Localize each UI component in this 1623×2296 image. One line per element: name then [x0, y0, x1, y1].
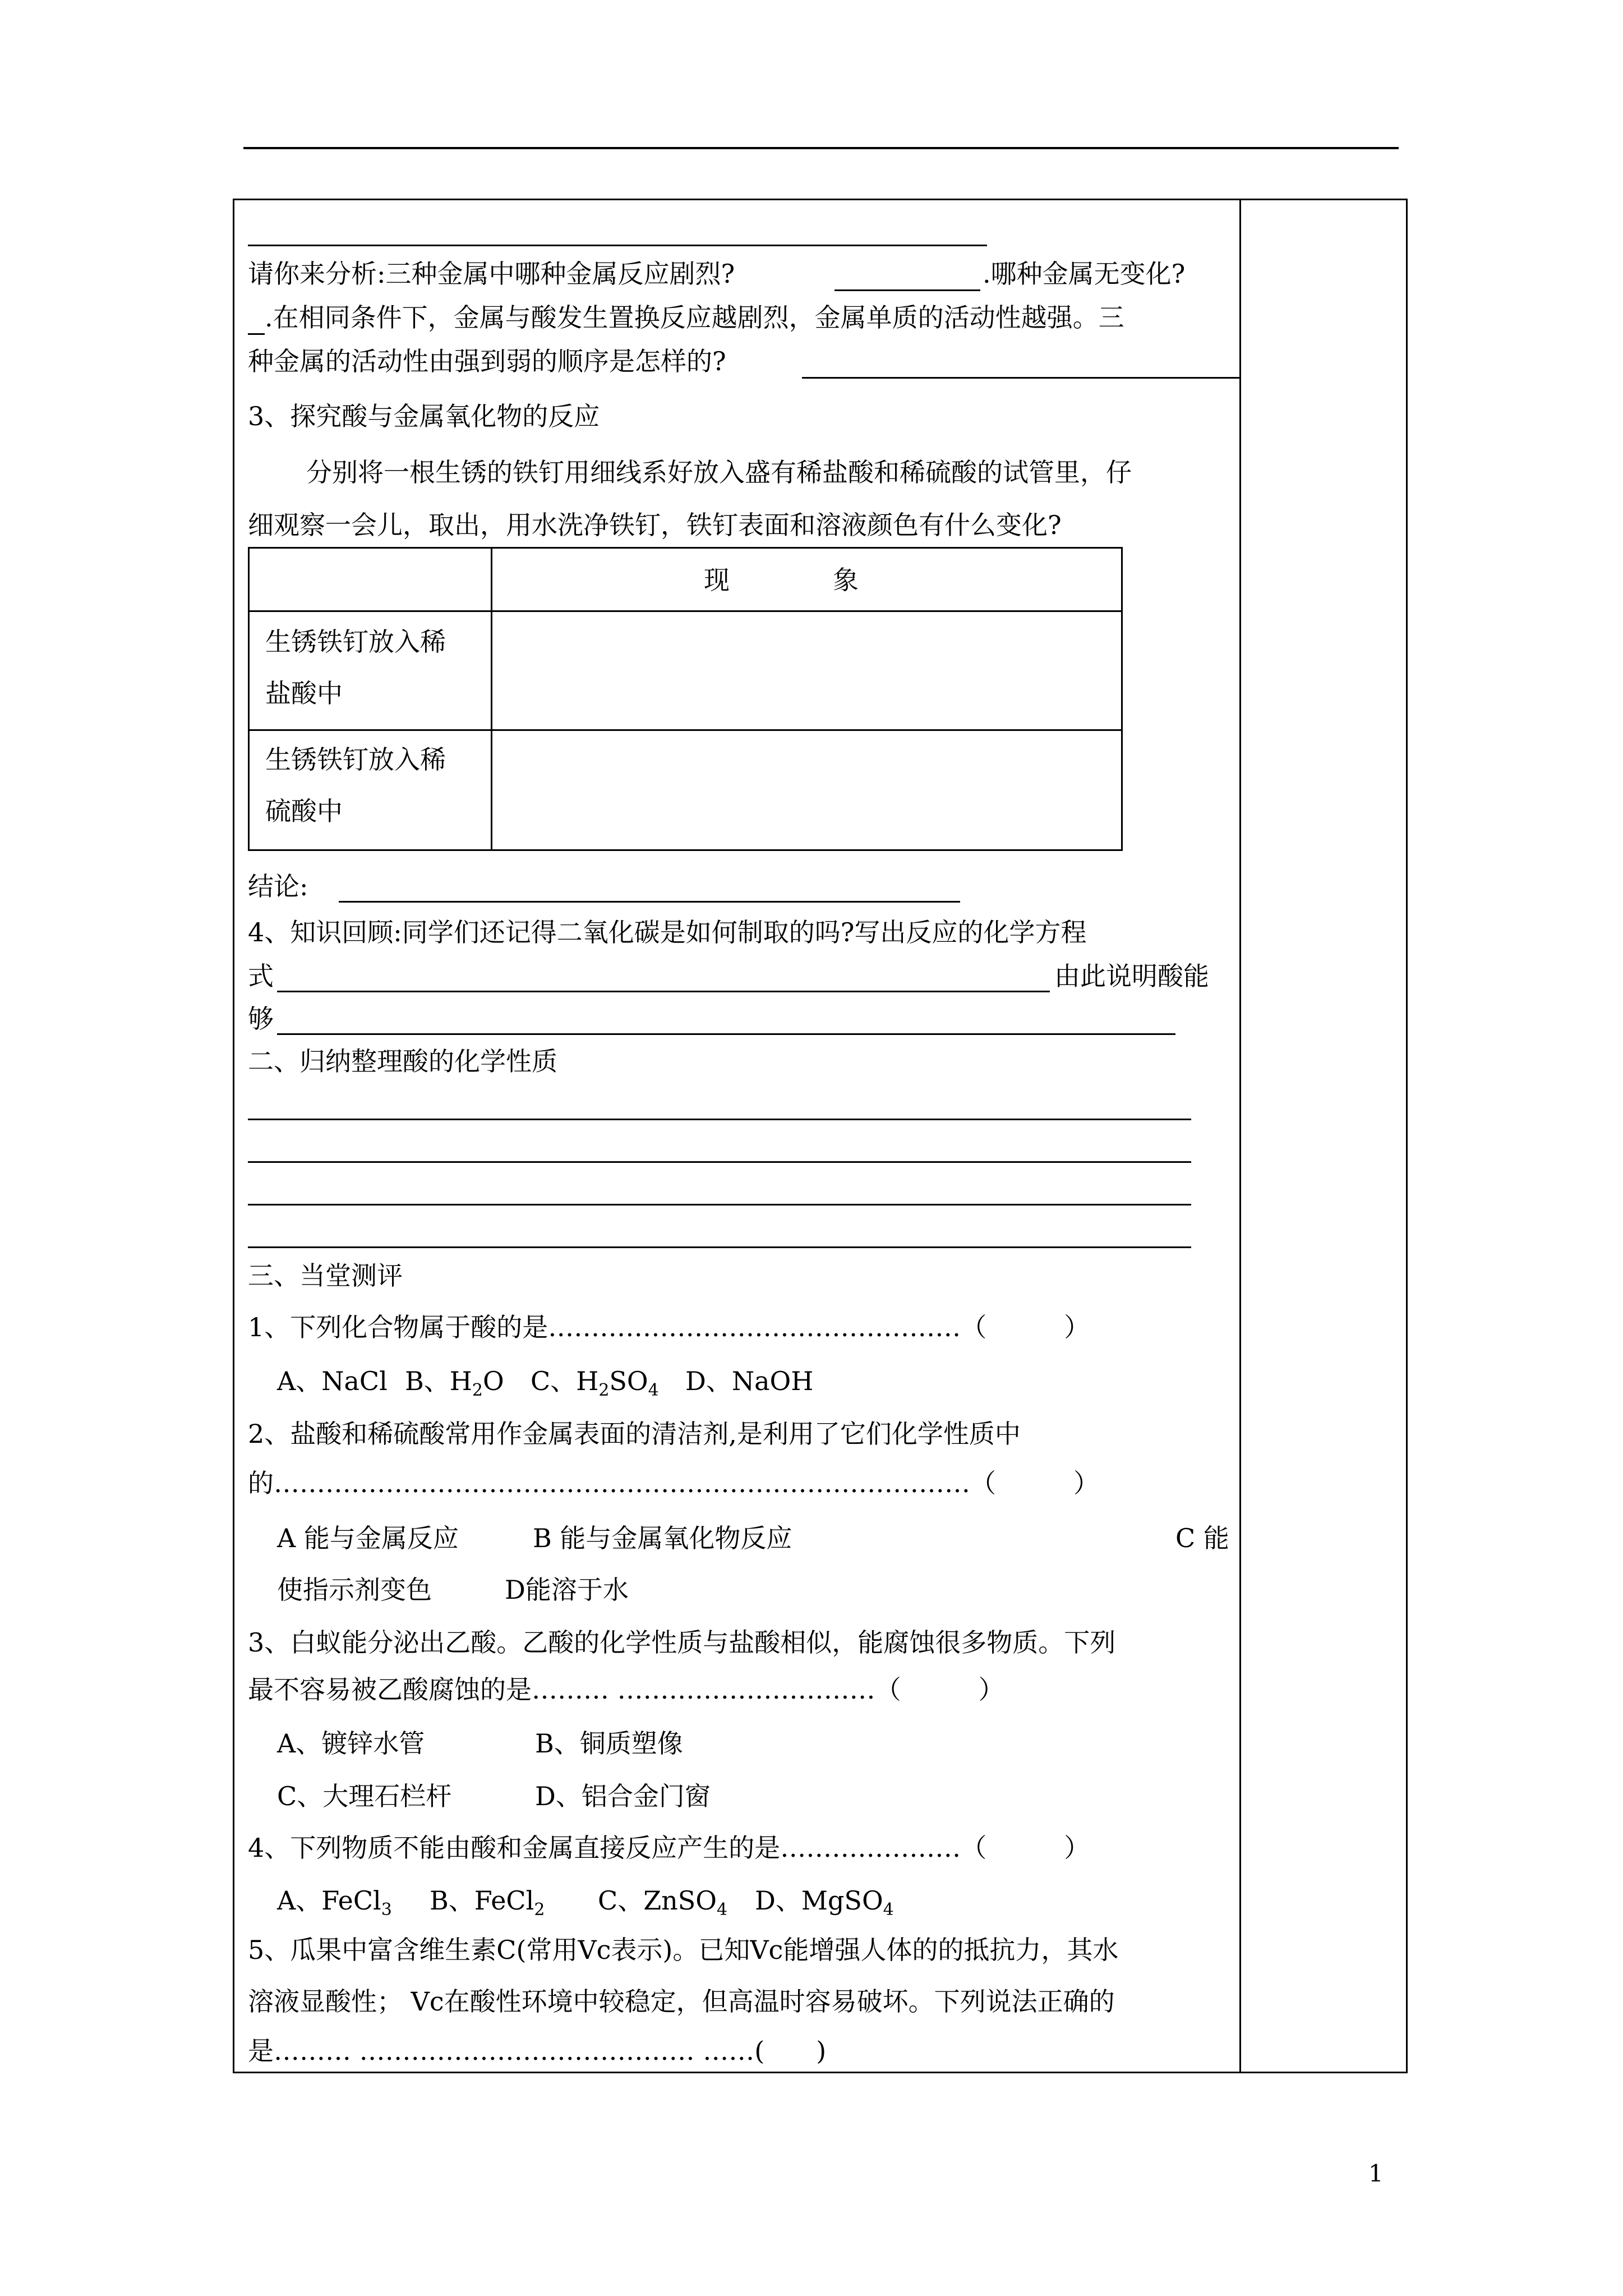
section-3-paragraph-1: 分别将一根生锈的铁钉用细线系好放入盛有稀盐酸和稀硫酸的试管里，仔 [306, 457, 1132, 487]
q2-line-1: 2、盐酸和稀硫酸常用作金属表面的清洁剂,是利用了它们化学性质中 [248, 1419, 1021, 1449]
q3-option-d[interactable]: D、铝合金门窗 [535, 1781, 711, 1811]
q4-option-b[interactable]: B、FeCl$_2$ [430, 1885, 545, 1920]
q4-option-a[interactable]: A、FeCl$_3$ [277, 1885, 392, 1920]
table-header-phenomenon: 现 象 [704, 565, 859, 595]
table-row-divider-1 [250, 610, 1121, 612]
answer-blank-activity-order[interactable] [802, 377, 1239, 379]
q3-line-2: 最不容易被乙酸腐蚀的是……… …………………………（ ） [248, 1674, 1004, 1705]
q3-option-a[interactable]: A、镀锌水管 [277, 1728, 425, 1759]
page-number: 1 [1368, 2160, 1384, 2187]
section-3-paragraph-2: 细观察一会儿，取出，用水洗净铁钉，铁钉表面和溶液颜色有什么变化? [248, 510, 1062, 540]
q5-line-2: 溶液显酸性； Vc在酸性环境中较稳定，但高温时容易破坏。下列说法正确的 [248, 1986, 1115, 2017]
q2-option-c[interactable]: C 能 [1175, 1523, 1229, 1553]
q1-stem: 1、下列化合物属于酸的是…………………………………………（ ） [248, 1312, 1090, 1342]
q3-line-1: 3、白蚁能分泌出乙酸。乙酸的化学性质与盐酸相似，能腐蚀很多物质。下列 [248, 1627, 1116, 1658]
answer-blank-fastest-metal[interactable] [834, 289, 980, 291]
notes-column-divider [1239, 199, 1241, 2073]
section-4-line-3-start: 够 [248, 1004, 274, 1034]
table-row-hcl-label-1: 生锈铁钉放入稀 [265, 627, 446, 657]
section-4-line-2-end: 由此说明酸能 [1054, 961, 1209, 991]
table-column-divider [491, 549, 492, 849]
q2-line-2: 的………………………………………………………………………（ ） [248, 1468, 1099, 1498]
q3-option-b[interactable]: B、铜质塑像 [535, 1728, 683, 1759]
q2-option-a[interactable]: A 能与金属反应 [277, 1523, 459, 1553]
summary-line-4[interactable] [248, 1246, 1191, 1248]
header-rule [243, 147, 1399, 149]
rusty-nail-table [248, 547, 1123, 851]
section-4-line-1: 4、知识回顾:同学们还记得二氧化碳是如何制取的吗?写出反应的化学方程 [248, 917, 1087, 947]
summary-line-2[interactable] [248, 1161, 1191, 1163]
analysis-line-2: .在相同条件下，金属与酸发生置换反应越剧烈，金属单质的活动性越强。三 [265, 302, 1124, 333]
q2-option-c-continued: 使指示剂变色 [277, 1575, 432, 1605]
q2-option-b[interactable]: B 能与金属氧化物反应 [533, 1523, 792, 1553]
q5-line-1: 5、瓜果中富含维生素C(常用Vc表示)。已知Vc能增强人体的的抵抗力，其水 [248, 1935, 1119, 1965]
answer-line-top[interactable] [248, 245, 987, 246]
q1-option-d[interactable]: D、NaOH [685, 1366, 814, 1396]
table-row-h2so4-label-2: 硫酸中 [265, 796, 343, 826]
q2-option-d[interactable]: D能溶于水 [505, 1575, 629, 1605]
q4-option-c[interactable]: C、ZnSO$_4$ [598, 1885, 728, 1920]
analysis-line-3: 种金属的活动性由强到弱的顺序是怎样的? [248, 346, 726, 376]
analysis-line-1: 请你来分析:三种金属中哪种金属反应剧烈? [248, 259, 735, 289]
analysis-line-1-tail: .哪种金属无变化? [983, 259, 1186, 289]
q1-option-b[interactable]: B、$H_2O$ [405, 1366, 504, 1400]
q1-option-c[interactable]: C、$H_2SO_4$ [531, 1366, 659, 1400]
section-4-line-2-start: 式 [248, 961, 274, 991]
q5-line-3: 是……… ………………………………… ……( ) [248, 2036, 827, 2066]
answer-blank-no-change-metal[interactable] [248, 333, 265, 335]
q1-option-a[interactable]: A、NaCl [277, 1366, 388, 1396]
part-3-title: 三、当堂测评 [248, 1260, 403, 1291]
section-3-title: 3、探究酸与金属氧化物的反应 [248, 401, 600, 431]
table-row-hcl-label-2: 盐酸中 [265, 678, 343, 708]
table-cell-h2so4-phenomenon[interactable] [493, 731, 1121, 849]
summary-line-1[interactable] [248, 1119, 1191, 1120]
q4-option-d[interactable]: D、MgSO$_4$ [755, 1885, 894, 1920]
conclusion-answer-line[interactable] [339, 901, 960, 903]
q3-option-c[interactable]: C、大理石栏杆 [277, 1781, 452, 1811]
table-row-divider-2 [250, 729, 1121, 731]
equation-answer-line[interactable] [277, 991, 1050, 992]
acid-ability-answer-line[interactable] [277, 1033, 1175, 1035]
table-cell-hcl-phenomenon[interactable] [493, 613, 1121, 728]
part-2-title: 二、归纳整理酸的化学性质 [248, 1046, 557, 1076]
summary-line-3[interactable] [248, 1204, 1191, 1205]
q4-stem: 4、下列物质不能由酸和金属直接反应产生的是…………………（ ） [248, 1833, 1090, 1863]
table-row-h2so4-label-1: 生锈铁钉放入稀 [265, 744, 446, 775]
conclusion-label: 结论: [248, 871, 308, 901]
